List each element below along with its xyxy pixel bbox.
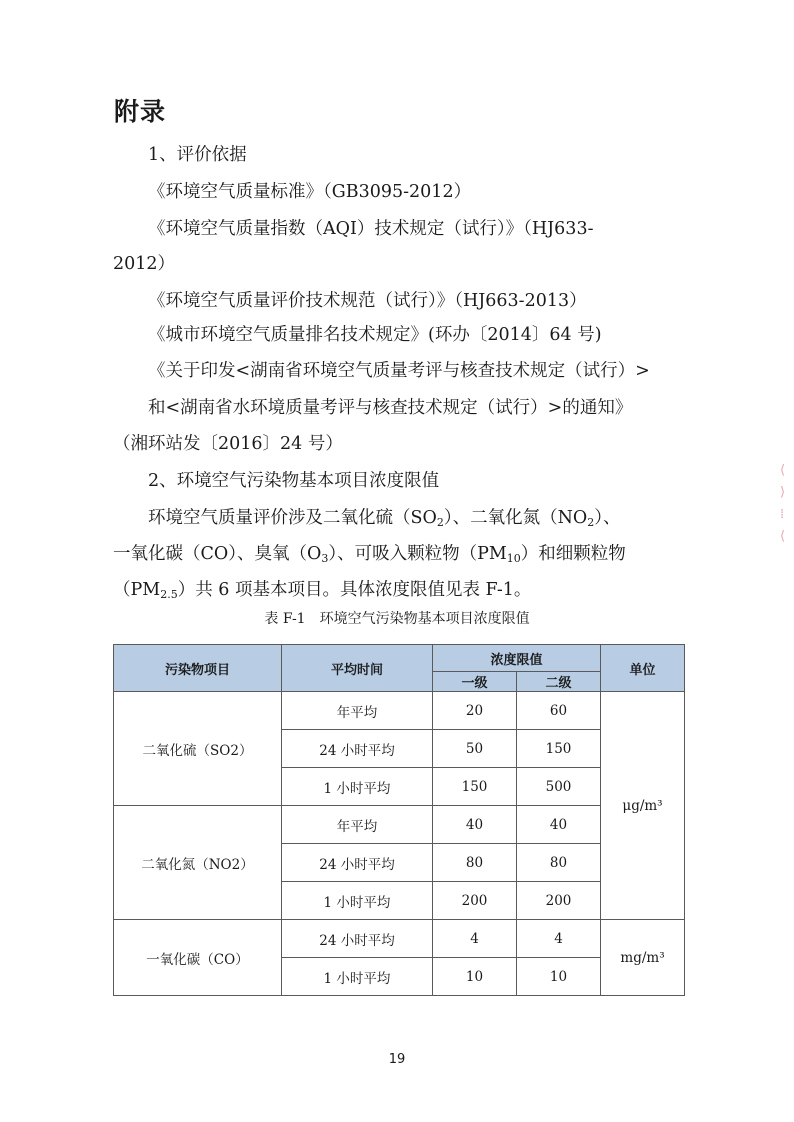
header-grade-2: 二级 (517, 672, 601, 692)
grade-1-value: 150 (433, 768, 517, 806)
section2-title: 2、环境空气污染物基本项目浓度限值 (148, 471, 440, 491)
table-row (114, 692, 685, 730)
grade-1-value: 200 (433, 882, 517, 920)
grade-2-value: 80 (517, 844, 601, 882)
subscript: 2.5 (160, 588, 178, 601)
grade-2-value: 4 (517, 920, 601, 958)
header-row (114, 645, 685, 672)
section1-title: 1、评价依据 (148, 145, 247, 165)
text: ）、 (594, 508, 621, 528)
grade-2-value: 40 (517, 806, 601, 844)
grade-1-value: 4 (433, 920, 517, 958)
average-time: 1 小时平均 (282, 882, 433, 920)
grade-2-value: 500 (517, 768, 601, 806)
seal-stamp-fragment: ⟨ ⟩ ⁞ ⟨ (780, 463, 786, 544)
table-row (114, 806, 685, 844)
average-time: 24 小时平均 (282, 920, 433, 958)
grade-2-value: 60 (517, 692, 601, 730)
header-limit: 浓度限值 (433, 645, 601, 672)
table-caption: 表 F-1 环境空气污染物基本项目浓度限值 (264, 611, 530, 627)
concentration-limits-table (113, 644, 685, 996)
unit-value: μg/m³ (601, 692, 685, 920)
grade-2-value: 150 (517, 730, 601, 768)
header-pollutant: 污染物项目 (114, 645, 282, 692)
reference-5-cont: 和<湖南省水环境质量考评与核查技术规定（试行）>的通知》 (148, 398, 633, 418)
reference-5: 《关于印发<湖南省环境空气质量考评与核查技术规定（试行）> (148, 361, 650, 381)
text: ）、二氧化氮（NO (443, 508, 588, 528)
text: ）和细颗粒物 (520, 544, 626, 564)
reference-5-number: （湘环站发〔2016〕24 号） (113, 434, 343, 454)
average-time: 年平均 (282, 806, 433, 844)
header-unit: 单位 (601, 645, 685, 692)
text: 一氧化碳（CO）、臭氧（O (113, 544, 322, 564)
subscript: 2 (587, 516, 595, 529)
text: ）、可吸入颗粒物（PM (328, 544, 507, 564)
average-time: 1 小时平均 (282, 768, 433, 806)
page-number: 19 (388, 1052, 406, 1067)
paragraph-line-2 (113, 542, 626, 566)
subscript: 2 (436, 516, 444, 529)
grade-1-value: 10 (433, 958, 517, 996)
header-grade-1: 一级 (433, 672, 517, 692)
text: 环境空气质量评价涉及二氧化硫（SO (148, 508, 437, 528)
grade-1-value: 20 (433, 692, 517, 730)
average-time: 年平均 (282, 692, 433, 730)
text: （PM (113, 580, 161, 600)
grade-1-value: 50 (433, 730, 517, 768)
reference-2-cont: 2012） (113, 254, 176, 274)
grade-2-value: 10 (517, 958, 601, 996)
table-row (114, 920, 685, 958)
subscript: 3 (321, 552, 329, 565)
header-average-time: 平均时间 (282, 645, 433, 692)
unit-value: mg/m³ (601, 920, 685, 996)
pollutant-name: 二氧化氮（NO2） (114, 806, 282, 920)
average-time: 24 小时平均 (282, 844, 433, 882)
subscript: 10 (506, 552, 521, 565)
reference-2: 《环境空气质量指数（AQI）技术规定（试行）》（HJ633- (148, 219, 594, 239)
average-time: 24 小时平均 (282, 730, 433, 768)
reference-1: 《环境空气质量标准》（GB3095-2012） (148, 182, 472, 202)
grade-1-value: 80 (433, 844, 517, 882)
pollutant-name: 一氧化碳（CO） (114, 920, 282, 996)
text: ）共 6 项基本项目。具体浓度限值见表 F-1。 (177, 580, 532, 600)
average-time: 1 小时平均 (282, 958, 433, 996)
pollutant-name: 二氧化硫（SO2） (114, 692, 282, 806)
paragraph-line-1 (148, 506, 621, 530)
paragraph-line-3 (113, 578, 531, 602)
grade-1-value: 40 (433, 806, 517, 844)
reference-3: 《环境空气质量评价技术规范（试行）》（HJ663-2013） (148, 291, 587, 311)
grade-2-value: 200 (517, 882, 601, 920)
reference-4: 《城市环境空气质量排名技术规定》(环办〔2014〕64 号) (148, 325, 602, 345)
appendix-heading: 附录 (114, 97, 167, 126)
